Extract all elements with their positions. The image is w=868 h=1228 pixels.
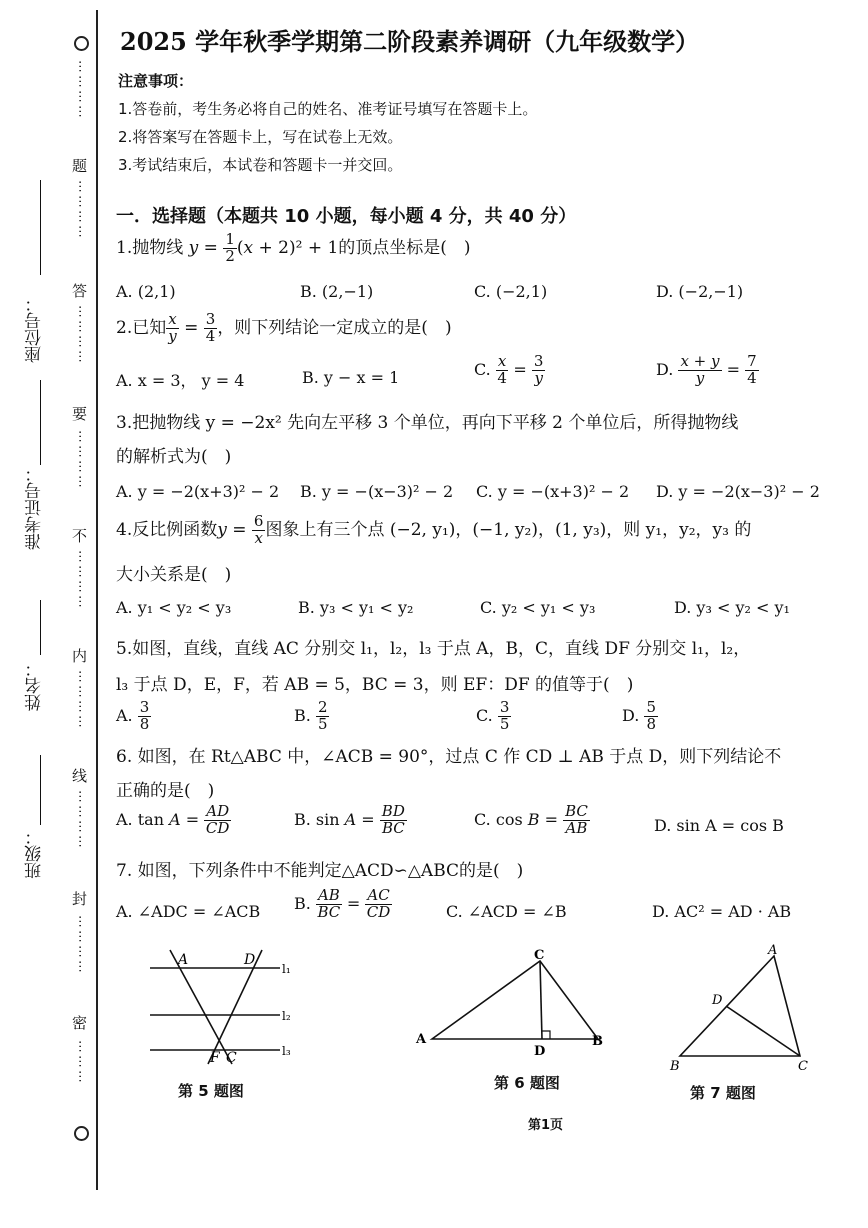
question-7: 7. 如图，下列条件中不能判定△ACD∽△ABC的是( ) bbox=[116, 861, 524, 881]
q2-prefix: 2.已知 bbox=[116, 317, 167, 338]
q3-option-a: A. y = −2(x+3)² − 2 bbox=[116, 482, 280, 501]
q2-option-c: C. $\frac{x}{4}$ = $\frac{3}{y}$ bbox=[474, 352, 544, 387]
q2-option-b: B. y − x = 1 bbox=[302, 368, 400, 387]
binding-dots: ⋯⋯⋯⋯ bbox=[72, 430, 87, 490]
q4-suffix: 图象上有三个点 (−2, y₁)，(−1, y₂)，(1, y₃)，则 y₁，y₂，y₃ 的 bbox=[265, 519, 752, 540]
name-label: 姓名： bbox=[25, 660, 45, 711]
binding-word: 要 bbox=[72, 405, 88, 423]
fig5-label-f: F bbox=[210, 1050, 220, 1066]
question-6-line2: 正确的是( ) bbox=[116, 781, 215, 801]
q6-option-c: C. cos B = $\frac{BC}{AB}$ bbox=[474, 802, 588, 837]
binding-hole-bottom bbox=[74, 1126, 89, 1141]
page-title: 2025 学年秋季学期第二阶段素养调研（九年级数学） bbox=[120, 27, 700, 56]
fig5-label-c: C bbox=[226, 1050, 237, 1066]
binding-word: 题 bbox=[72, 157, 88, 175]
q1-option-d: D. (−2,−1) bbox=[656, 282, 744, 301]
fig5-label-a: A bbox=[178, 952, 189, 968]
fig7-label-c: C bbox=[798, 1059, 808, 1072]
q4-option-c: C. y₂ < y₁ < y₃ bbox=[480, 598, 596, 617]
question-3-line1: 3.把抛物线 y = −2x² 先向左平移 3 个单位，再向下平移 2 个单位后，所得抛物线 bbox=[116, 413, 739, 433]
q1-option-c: C. (−2,1) bbox=[474, 282, 548, 301]
q6-option-b: B. sin A = $\frac{BD}{BC}$ bbox=[294, 802, 405, 837]
q1-option-a: A. (2,1) bbox=[116, 282, 176, 301]
q6-option-a: A. tan A = $\frac{AD}{CD}$ bbox=[116, 802, 230, 837]
q4-option-d: D. y₃ < y₂ < y₁ bbox=[674, 598, 790, 617]
fig5-label-l3: l₃ bbox=[282, 1044, 291, 1058]
binding-dots: ⋯⋯⋯⋯ bbox=[72, 305, 87, 365]
question-5-line1: 5.如图，直线，直线 AC 分别交 l₁，l₂，l₃ 于点 A，B，C，直线 DF 分别交 l₁，l₂， bbox=[116, 639, 751, 659]
notes-heading: 注意事项： bbox=[118, 72, 194, 90]
note-item: 3.考试结束后，本试卷和答题卡一并交回。 bbox=[118, 156, 403, 174]
exam-id-label: 准考证号： bbox=[25, 465, 45, 550]
fig6-label-d: D bbox=[534, 1044, 546, 1059]
q1-option-b: B. (2,−1) bbox=[300, 282, 374, 301]
fig5-label-l1: l₁ bbox=[282, 962, 291, 976]
question-4: 4.反比例函数y = $\frac{6}{x}$ 图象上有三个点 (−2, y₁)，(−1, y₂)，(1, y₃)，则 y₁，y₂，y₃ 的 bbox=[116, 512, 752, 547]
q5-option-a: A. $\frac{3}{8}$ bbox=[116, 698, 150, 733]
binding-dots: ⋯⋯⋯⋯ bbox=[72, 60, 87, 120]
id-line bbox=[40, 380, 41, 465]
question-6-line1: 6. 如图，在 Rt△ABC 中，∠ACB = 90°，过点 C 作 CD ⊥ AB 于点 D，则下列结论不 bbox=[116, 747, 782, 767]
q4-prefix: 4.反比例函数 bbox=[116, 519, 218, 540]
binding-word: 线 bbox=[72, 767, 88, 785]
binding-dots: ⋯⋯⋯⋯ bbox=[72, 790, 87, 850]
q4-option-b: B. y₃ < y₁ < y₂ bbox=[298, 598, 414, 617]
q2-option-a: A. x = 3， y = 4 bbox=[116, 371, 245, 390]
question-2: 2.已知 $\frac{x}{y}$ = $\frac{3}{4}$ ，则下列结论一定成立的是( ) bbox=[116, 310, 452, 345]
q7-option-a: A. ∠ADC = ∠ACB bbox=[116, 902, 261, 921]
q2-suffix: ，则下列结论一定成立的是( ) bbox=[217, 317, 452, 338]
q1-prefix: 1.抛物线 bbox=[116, 237, 184, 258]
class-label: 班级： bbox=[25, 828, 45, 879]
figure-7-caption: 第 7 题图 bbox=[690, 1084, 756, 1102]
fig5-label-l2: l₂ bbox=[282, 1009, 291, 1023]
note-item: 2.将答案写在答题卡上，写在试卷上无效。 bbox=[118, 128, 403, 146]
fig5-label-d: D bbox=[244, 952, 256, 968]
question-5-line2: l₃ 于点 D，E，F，若 AB = 5，BC = 3，则 EF：DF 的值等于( ) bbox=[116, 675, 634, 695]
binding-word: 封 bbox=[72, 890, 88, 908]
q5-option-d: D. $\frac{5}{8}$ bbox=[622, 698, 656, 733]
fig7-label-b: B bbox=[670, 1059, 680, 1072]
binding-dots: ⋯⋯⋯⋯ bbox=[72, 670, 87, 730]
q7-option-c: C. ∠ACD = ∠B bbox=[446, 902, 567, 921]
class-line bbox=[40, 755, 41, 825]
seat-label: 座位号： bbox=[25, 295, 45, 363]
binding-dots: ⋯⋯⋯ bbox=[72, 1040, 87, 1085]
binding-dots: ⋯⋯⋯⋯ bbox=[72, 550, 87, 610]
section-title: 一．选择题（本题共 10 小题，每小题 4 分，共 40 分） bbox=[116, 206, 577, 227]
figure-5-caption: 第 5 题图 bbox=[178, 1082, 244, 1100]
question-3-line2: 的解析式为( ) bbox=[116, 447, 232, 467]
q1-suffix: 的顶点坐标是( ) bbox=[338, 237, 471, 258]
binding-line bbox=[96, 10, 98, 1190]
q4-option-a: A. y₁ < y₂ < y₃ bbox=[116, 598, 232, 617]
q5-option-b: B. $\frac{2}{5}$ bbox=[294, 698, 328, 733]
q5-option-c: C. $\frac{3}{5}$ bbox=[476, 698, 510, 733]
figure-6 bbox=[410, 945, 610, 1060]
q3-option-b: B. y = −(x−3)² − 2 bbox=[300, 482, 454, 501]
q7-option-b: B. $\frac{AB}{BC}$ = $\frac{AC}{CD}$ bbox=[294, 886, 391, 921]
fig7-label-a: A bbox=[768, 943, 778, 958]
binding-word: 不 bbox=[72, 527, 88, 545]
binding-word: 密 bbox=[72, 1014, 88, 1032]
q2-option-d: D. $\frac{x + y}{y}$ = $\frac{7}{4}$ bbox=[656, 352, 757, 387]
page-number: 第1页 bbox=[528, 1118, 564, 1133]
question-4-line2: 大小关系是( ) bbox=[116, 565, 232, 585]
q3-option-d: D. y = −2(x−3)² − 2 bbox=[656, 482, 820, 501]
seat-line bbox=[40, 180, 41, 275]
question-1: 1.抛物线 y = $\frac{1}{2}$ (x + 2)² + 1的顶点坐标是( ) bbox=[116, 230, 471, 265]
fig6-label-b: B bbox=[592, 1034, 603, 1049]
q3-option-c: C. y = −(x+3)² − 2 bbox=[476, 482, 630, 501]
name-line bbox=[40, 600, 41, 655]
binding-dots: ⋯⋯⋯⋯ bbox=[72, 180, 87, 240]
binding-dots: ⋯⋯⋯⋯ bbox=[72, 915, 87, 975]
figure-7 bbox=[664, 942, 824, 1072]
q6-option-d: D. sin A = cos B bbox=[654, 816, 784, 835]
q7-option-d: D. AC² = AD · AB bbox=[652, 902, 792, 921]
binding-word: 答 bbox=[72, 282, 88, 300]
figure-5 bbox=[140, 942, 310, 1067]
note-item: 1.答卷前，考生务必将自己的姓名、准考证号填写在答题卡上。 bbox=[118, 100, 538, 118]
binding-word: 内 bbox=[72, 647, 88, 665]
binding-hole-top bbox=[74, 36, 89, 51]
figure-6-caption: 第 6 题图 bbox=[494, 1074, 560, 1092]
fig6-label-c: C bbox=[534, 948, 545, 963]
fig7-label-d: D bbox=[712, 993, 723, 1008]
fig6-label-a: A bbox=[416, 1032, 427, 1047]
